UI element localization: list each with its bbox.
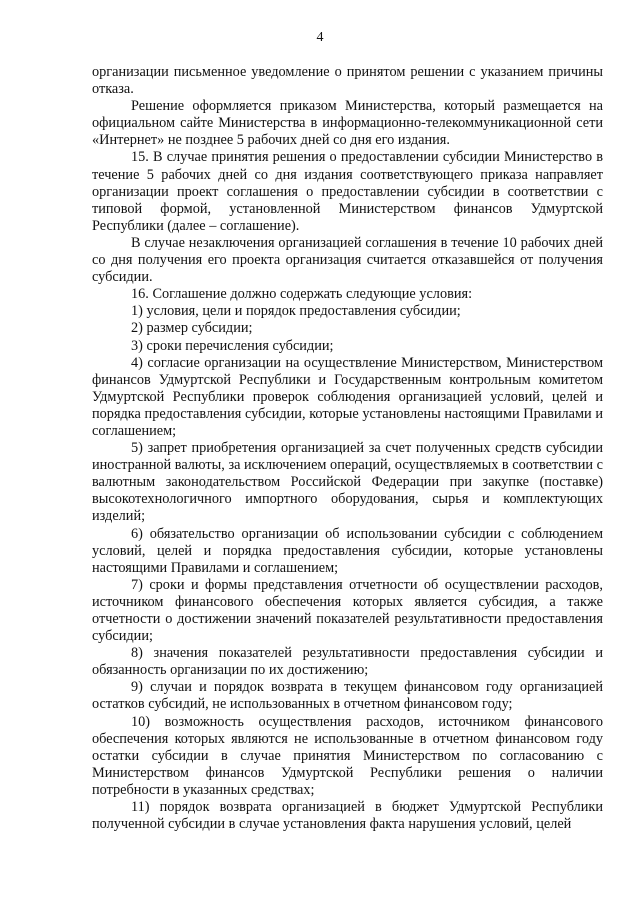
list-item-5: 5) запрет приобретения организацией за счет полученных средств субсидии иностранной валюты, за исключением операций, осуществляемых в соответствии с валютным законодательством Российской Федерации при закупке (поставке) высокотехнологичного импортного оборудования, сырья и комплектующих изделий; bbox=[92, 440, 603, 525]
list-item-2: 2) размер субсидии; bbox=[131, 320, 253, 337]
paragraph-non-conclusion: В случае незаключения организацией соглашения в течение 10 рабочих дней со дня получения его проекта организация считается отказавшейся от получения субсидии. bbox=[92, 234, 603, 286]
paragraph-item-15: 15. В случае принятия решения о предоставлении субсидии Министерство в течение 5 рабочих дней со дня издания соответствующего приказа направляет организации проект соглашения о предоставлении субсидии в соответствии с типовой формой, установленной Министерством финансов Удмуртской Республики (далее – соглашение). bbox=[92, 149, 603, 234]
list-item-6: 6) обязательство организации об использовании субсидии с соблюдением условий, целей и порядка предоставления субсидии, которые установлены настоящими Правилами и соглашением; bbox=[92, 525, 603, 576]
list-item-8: 8) значения показателей результативности предоставления субсидии и обязанность организации по их достижению; bbox=[92, 645, 603, 679]
paragraph-refusal-notice-end: организации письменное уведомление о принятом решении с указанием причины отказа. bbox=[92, 64, 603, 98]
list-item-10: 10) возможность осуществления расходов, источником финансового обеспечения которых являются не использованные в отчетном финансовом году остатки субсидии в случае принятия Министерством по согласованию с Министерством финансов Удмуртской Республики решения о наличии потребности в указанных средствах; bbox=[92, 713, 603, 798]
list-item-3: 3) сроки перечисления субсидии; bbox=[131, 337, 334, 354]
page-number: 4 bbox=[316, 30, 324, 45]
list-item-1: 1) условия, цели и порядок предоставления субсидии; bbox=[131, 303, 461, 320]
paragraph-decision-order: Решение оформляется приказом Министерства, который размещается на официальном сайте Министерства в информационно-телекоммуникационной сети «Интернет» не позднее 5 рабочих дней со дня его издания. bbox=[92, 98, 603, 149]
paragraph-item-16: 16. Соглашение должно содержать следующие условия: bbox=[131, 286, 473, 303]
list-item-9: 9) случаи и порядок возврата в текущем финансовом году организацией остатков субсидий, не использованных в отчетном финансовом году; bbox=[92, 679, 603, 713]
list-item-4: 4) согласие организации на осуществление Министерством, Министерством финансов Удмуртской Республики и Государственным контрольным комитетом Удмуртской Республики проверок соблюдения организацией условий, целей и порядка предоставления субсидии, которые установлены настоящими Правилами и соглашением; bbox=[92, 354, 603, 439]
list-item-11: 11) порядок возврата организацией в бюджет Удмуртской Республики полученной субсидии в случае установления факта нарушения условий, целей bbox=[92, 799, 603, 833]
list-item-7: 7) сроки и формы представления отчетности об осуществлении расходов, источником финансового обеспечения которых является субсидия, а также отчетности о достижении значений показателей результативности предоставления субсидии; bbox=[92, 576, 603, 645]
document-body bbox=[92, 64, 603, 833]
